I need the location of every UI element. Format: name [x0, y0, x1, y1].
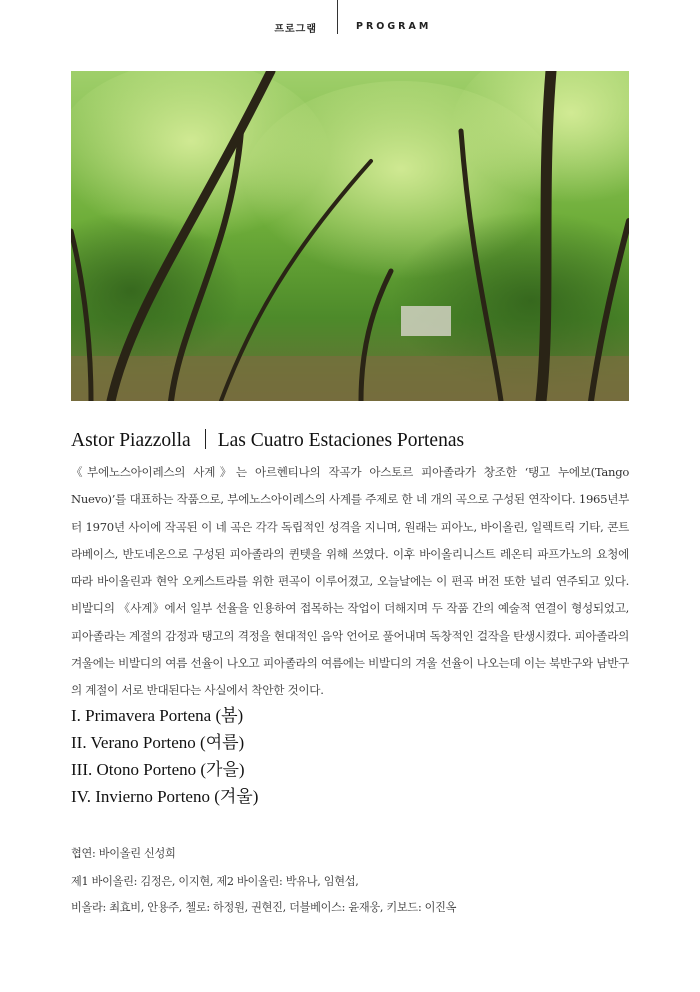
ensemble-credit-line1: 제1 바이올린: 김정은, 이지현, 제2 바이올린: 박유나, 임현섭, — [71, 875, 359, 888]
piece-title: Las Cuatro Estaciones Portenas — [217, 430, 465, 451]
section-label-ko: 프로그램 — [274, 24, 317, 35]
movement-item: I. Primavera Portena (봄) — [71, 706, 244, 725]
movement-item: III. Otono Porteno (가을) — [71, 760, 245, 779]
section-label-en: PROGRAM — [356, 21, 432, 32]
soloist-credit: 협연: 바이올린 신성희 — [71, 847, 176, 860]
movement-list — [71, 702, 258, 810]
trees-photo — [71, 71, 629, 401]
title-divider — [205, 429, 206, 449]
movement-item: IV. Invierno Porteno (겨울) — [71, 787, 259, 806]
movement-item: II. Verano Porteno (여름) — [71, 733, 245, 752]
ensemble-credit-line2: 비올라: 최효비, 안용주, 첼로: 하정원, 권현진, 더블베이스: 윤재웅, 키보드: 이진옥 — [71, 901, 457, 914]
header-divider — [337, 0, 338, 34]
piece-heading — [71, 429, 464, 452]
program-note: 《부에노스아이레스의 사계》는 아르헨티나의 작곡가 아스토르 피아졸라가 창조한 ‘탱고 누에보(Tango Nuevo)’를 대표하는 작품으로, 부에노스아이레스의 사계를 주제로 한 네 개의 곡으로 구성된 연작이다. 1965년부터 1970년 사이에 작곡된 이 네 곡은 각각 독립적인 성격을 지니며, 원래는 피아노, 바이올린, 일렉트릭 기타, 콘트라베이스, 반도네온으로 구성된 피아졸라의 퀸텟을 위해 쓰였다. 이후 바이올리니스트 레온티 파프가노의 요청에 따라 바이올린과 현악 오케스트라를 위한 편곡이 이루어졌고, 오늘날에는 이 편곡 버전 또한 널리 연주되고 있다. 비발디의 《사계》에서 일부 선율을 인용하여 접목하는 작업이 더해지며 두 작품 간의 예술적 연결이 형성되었고, 피아졸라는 계절의 감정과 탱고의 격정을 현대적인 음악 언어로 풀어내며 독창적인 걸작을 탄생시켰다. 피아졸라의 겨울에는 비발디의 여름 선율이 나오고 피아졸라의 여름에는 비발디의 겨울 선율이 나오는데 이는 북반구와 남반구의 계절이 서로 반대된다는 사실에서 착안한 것이다. — [71, 465, 629, 698]
composer-name: Astor Piazzolla — [71, 430, 191, 451]
